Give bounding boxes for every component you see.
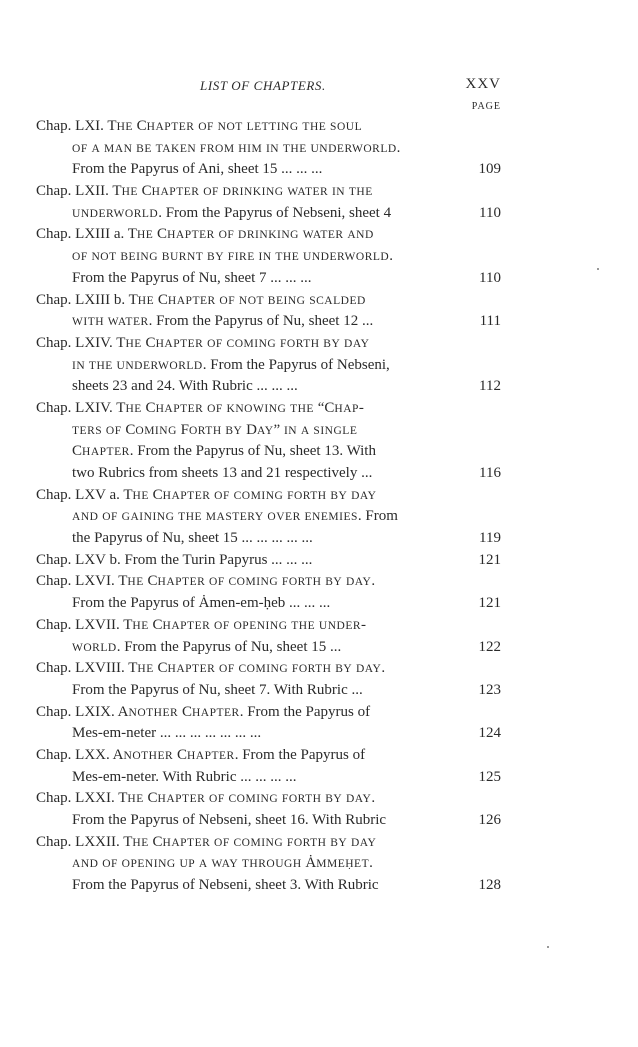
chapter-line-text: From the Papyrus of Nebseni, sheet 16. With Rubric	[72, 812, 387, 828]
chapter-line-text: Chap. LXXI. THE CHAPTER OF COMING FORTH BY DAY.	[36, 790, 376, 807]
chapter-line-text: Chap. LXII. THE CHAPTER OF DRINKING WATER IN THE	[36, 183, 373, 200]
chapter-line-text: OF A MAN BE TAKEN FROM HIM IN THE UNDERWORLD.	[72, 139, 401, 156]
chapter-title-line	[36, 398, 501, 420]
chapter-line-text: Chap. LXXII. THE CHAPTER OF COMING FORTH BY DAY	[36, 833, 377, 850]
chapter-entry	[36, 745, 501, 788]
chapter-line-text: Chap. LXIX. ANOTHER CHAPTER. From the Papyrus of	[36, 703, 371, 720]
chapter-line-text: From the Papyrus of Ȧmen-em-ḥeb ... ... ...	[72, 595, 331, 612]
chapter-entry	[36, 788, 501, 831]
chapter-line-text: Mes-em-neter ... ... ... ... ... ... ...	[72, 725, 262, 742]
chapter-entry	[36, 398, 501, 485]
chapter-line-text: From the Papyrus of Nu, sheet 7. With Rubric ...	[72, 681, 363, 698]
page-number: 112	[479, 378, 501, 395]
chapter-entry	[36, 116, 501, 181]
chapter-entry	[36, 333, 501, 398]
chapter-continuation-line	[36, 355, 501, 377]
chapter-entry	[36, 658, 501, 701]
chapter-entry	[36, 832, 501, 897]
page-number: 111	[479, 313, 501, 330]
chapter-title-line	[36, 788, 501, 810]
page-number: 126	[478, 812, 501, 828]
chapter-entry	[36, 290, 501, 333]
chapter-title-line	[36, 615, 501, 637]
page-number: 119	[479, 530, 501, 547]
page-column-heading: PAGE	[471, 101, 501, 112]
running-title: LIST OF CHAPTERS.	[200, 78, 326, 93]
chapter-title-line	[36, 181, 501, 203]
chapter-continuation-line	[36, 246, 501, 268]
chapter-line-text: From the Papyrus of Nu, sheet 7 ... ... ...	[72, 269, 312, 286]
chapter-line-text: Chap. LXI. THE CHAPTER OF NOT LETTING THE SOUL	[36, 118, 363, 134]
chapter-title-line	[36, 745, 501, 767]
page-number: 121	[478, 551, 501, 568]
page-number: 109	[478, 161, 501, 178]
page-number: 125	[478, 768, 501, 785]
page-speck	[547, 946, 549, 948]
chapter-line-text: OF NOT BEING BURNT BY FIRE IN THE UNDERWORLD.	[72, 248, 393, 265]
chapter-title-line	[36, 333, 501, 355]
chapter-title-line	[36, 224, 501, 246]
chapter-entry	[36, 615, 501, 658]
page-speck	[597, 268, 599, 270]
page-number: 123	[478, 681, 501, 698]
chapter-title-line	[36, 116, 501, 138]
chapter-title-line	[36, 571, 501, 593]
chapter-continuation-line	[36, 853, 501, 875]
chapter-entry	[36, 571, 501, 614]
chapter-continuation-line	[36, 159, 501, 181]
chapter-continuation-line	[36, 311, 501, 333]
chapter-line-text: two Rubrics from sheets 13 and 21 respectively ...	[72, 465, 373, 481]
chapter-title-line	[36, 290, 501, 312]
chapter-continuation-line	[36, 810, 501, 832]
chapter-line-text: From the Papyrus of Ani, sheet 15 ... ... ...	[72, 161, 323, 178]
chapter-line-text: Chap. LXIV. THE CHAPTER OF COMING FORTH BY DAY	[36, 334, 370, 351]
chapter-entry	[36, 224, 501, 289]
chapter-continuation-line	[36, 528, 501, 550]
chapter-title-line	[36, 658, 501, 680]
page-number: 121	[478, 595, 501, 612]
page-number: 122	[478, 638, 501, 655]
chapter-continuation-line	[36, 723, 501, 745]
page-number: 110	[479, 204, 501, 221]
page-number: 124	[478, 725, 501, 742]
chapter-line-text: WORLD. From the Papyrus of Nu, sheet 15 ...	[72, 638, 342, 655]
chapter-line-text: From the Papyrus of Nebseni, sheet 3. With Rubric	[72, 877, 379, 894]
chapter-line-text: Mes-em-neter. With Rubric ... ... ... ...	[72, 768, 297, 785]
chapter-continuation-line	[36, 875, 501, 897]
chapter-entry	[36, 550, 501, 572]
chapter-line-text: the Papyrus of Nu, sheet 15 ... ... ... ... ...	[72, 530, 313, 547]
chapter-line-text: Chap. LXV a. THE CHAPTER OF COMING FORTH BY DAY	[36, 486, 377, 503]
chapter-line-text: Chap. LXV b. From the Turin Papyrus ... ... ...	[36, 551, 313, 568]
chapter-continuation-line	[36, 593, 501, 615]
chapter-line-text: IN THE UNDERWORLD. From the Papyrus of Nebseni,	[72, 356, 390, 373]
chapter-continuation-line	[36, 637, 501, 659]
running-head	[0, 78, 638, 98]
page-number: 116	[479, 465, 501, 481]
chapter-title-line	[36, 485, 501, 507]
chapter-line-text: Chap. LXX. ANOTHER CHAPTER. From the Papyrus of	[36, 746, 366, 763]
chapter-continuation-line	[36, 680, 501, 702]
chapter-line-text: AND OF OPENING UP A WAY THROUGH ȦMMEḤET.	[72, 855, 373, 872]
chapter-title-line	[36, 832, 501, 854]
chapter-entry	[36, 485, 501, 550]
chapter-continuation-line	[36, 506, 501, 528]
chapter-line-text: WITH WATER. From the Papyrus of Nu, sheet 12 ...	[72, 313, 374, 330]
chapter-line-text: Chap. LXIII b. THE CHAPTER OF NOT BEING SCALDED	[36, 291, 366, 308]
chapter-continuation-line	[36, 420, 501, 442]
chapter-line-text: sheets 23 and 24. With Rubric ... ... ...	[72, 378, 298, 395]
page-folio: XXV	[465, 76, 501, 92]
chapter-title-line	[36, 702, 501, 724]
chapter-continuation-line	[36, 376, 501, 398]
chapter-continuation-line	[36, 203, 501, 225]
chapter-continuation-line	[36, 268, 501, 290]
chapter-line-text: Chap. LXVIII. THE CHAPTER OF COMING FORTH BY DAY.	[36, 660, 386, 677]
chapter-line-text: Chap. LXVI. THE CHAPTER OF COMING FORTH BY DAY.	[36, 573, 376, 590]
chapter-line-text: Chap. LXVII. THE CHAPTER OF OPENING THE UNDER-	[36, 616, 367, 633]
chapter-line-text: TERS OF COMING FORTH BY DAY” IN A SINGLE	[72, 421, 358, 438]
page-number: 128	[478, 877, 501, 894]
page-number: 110	[479, 269, 501, 286]
chapter-entry	[36, 181, 501, 224]
chapter-list	[36, 116, 501, 897]
chapter-line-text: Chap. LXIII a. THE CHAPTER OF DRINKING WATER AND	[36, 226, 374, 243]
chapter-entry	[36, 702, 501, 745]
chapter-continuation-line	[36, 441, 501, 463]
chapter-line-text: UNDERWORLD. From the Papyrus of Nebseni, sheet 4	[72, 204, 392, 221]
chapter-line-text: AND OF GAINING THE MASTERY OVER ENEMIES. From	[72, 508, 398, 525]
chapter-title-line	[36, 550, 501, 572]
chapter-line-text: Chap. LXIV. THE CHAPTER OF KNOWING THE “CHAP-	[36, 399, 364, 416]
chapter-continuation-line	[36, 463, 501, 485]
chapter-line-text: CHAPTER. From the Papyrus of Nu, sheet 13. With	[72, 443, 376, 460]
chapter-continuation-line	[36, 138, 501, 160]
chapter-continuation-line	[36, 767, 501, 789]
